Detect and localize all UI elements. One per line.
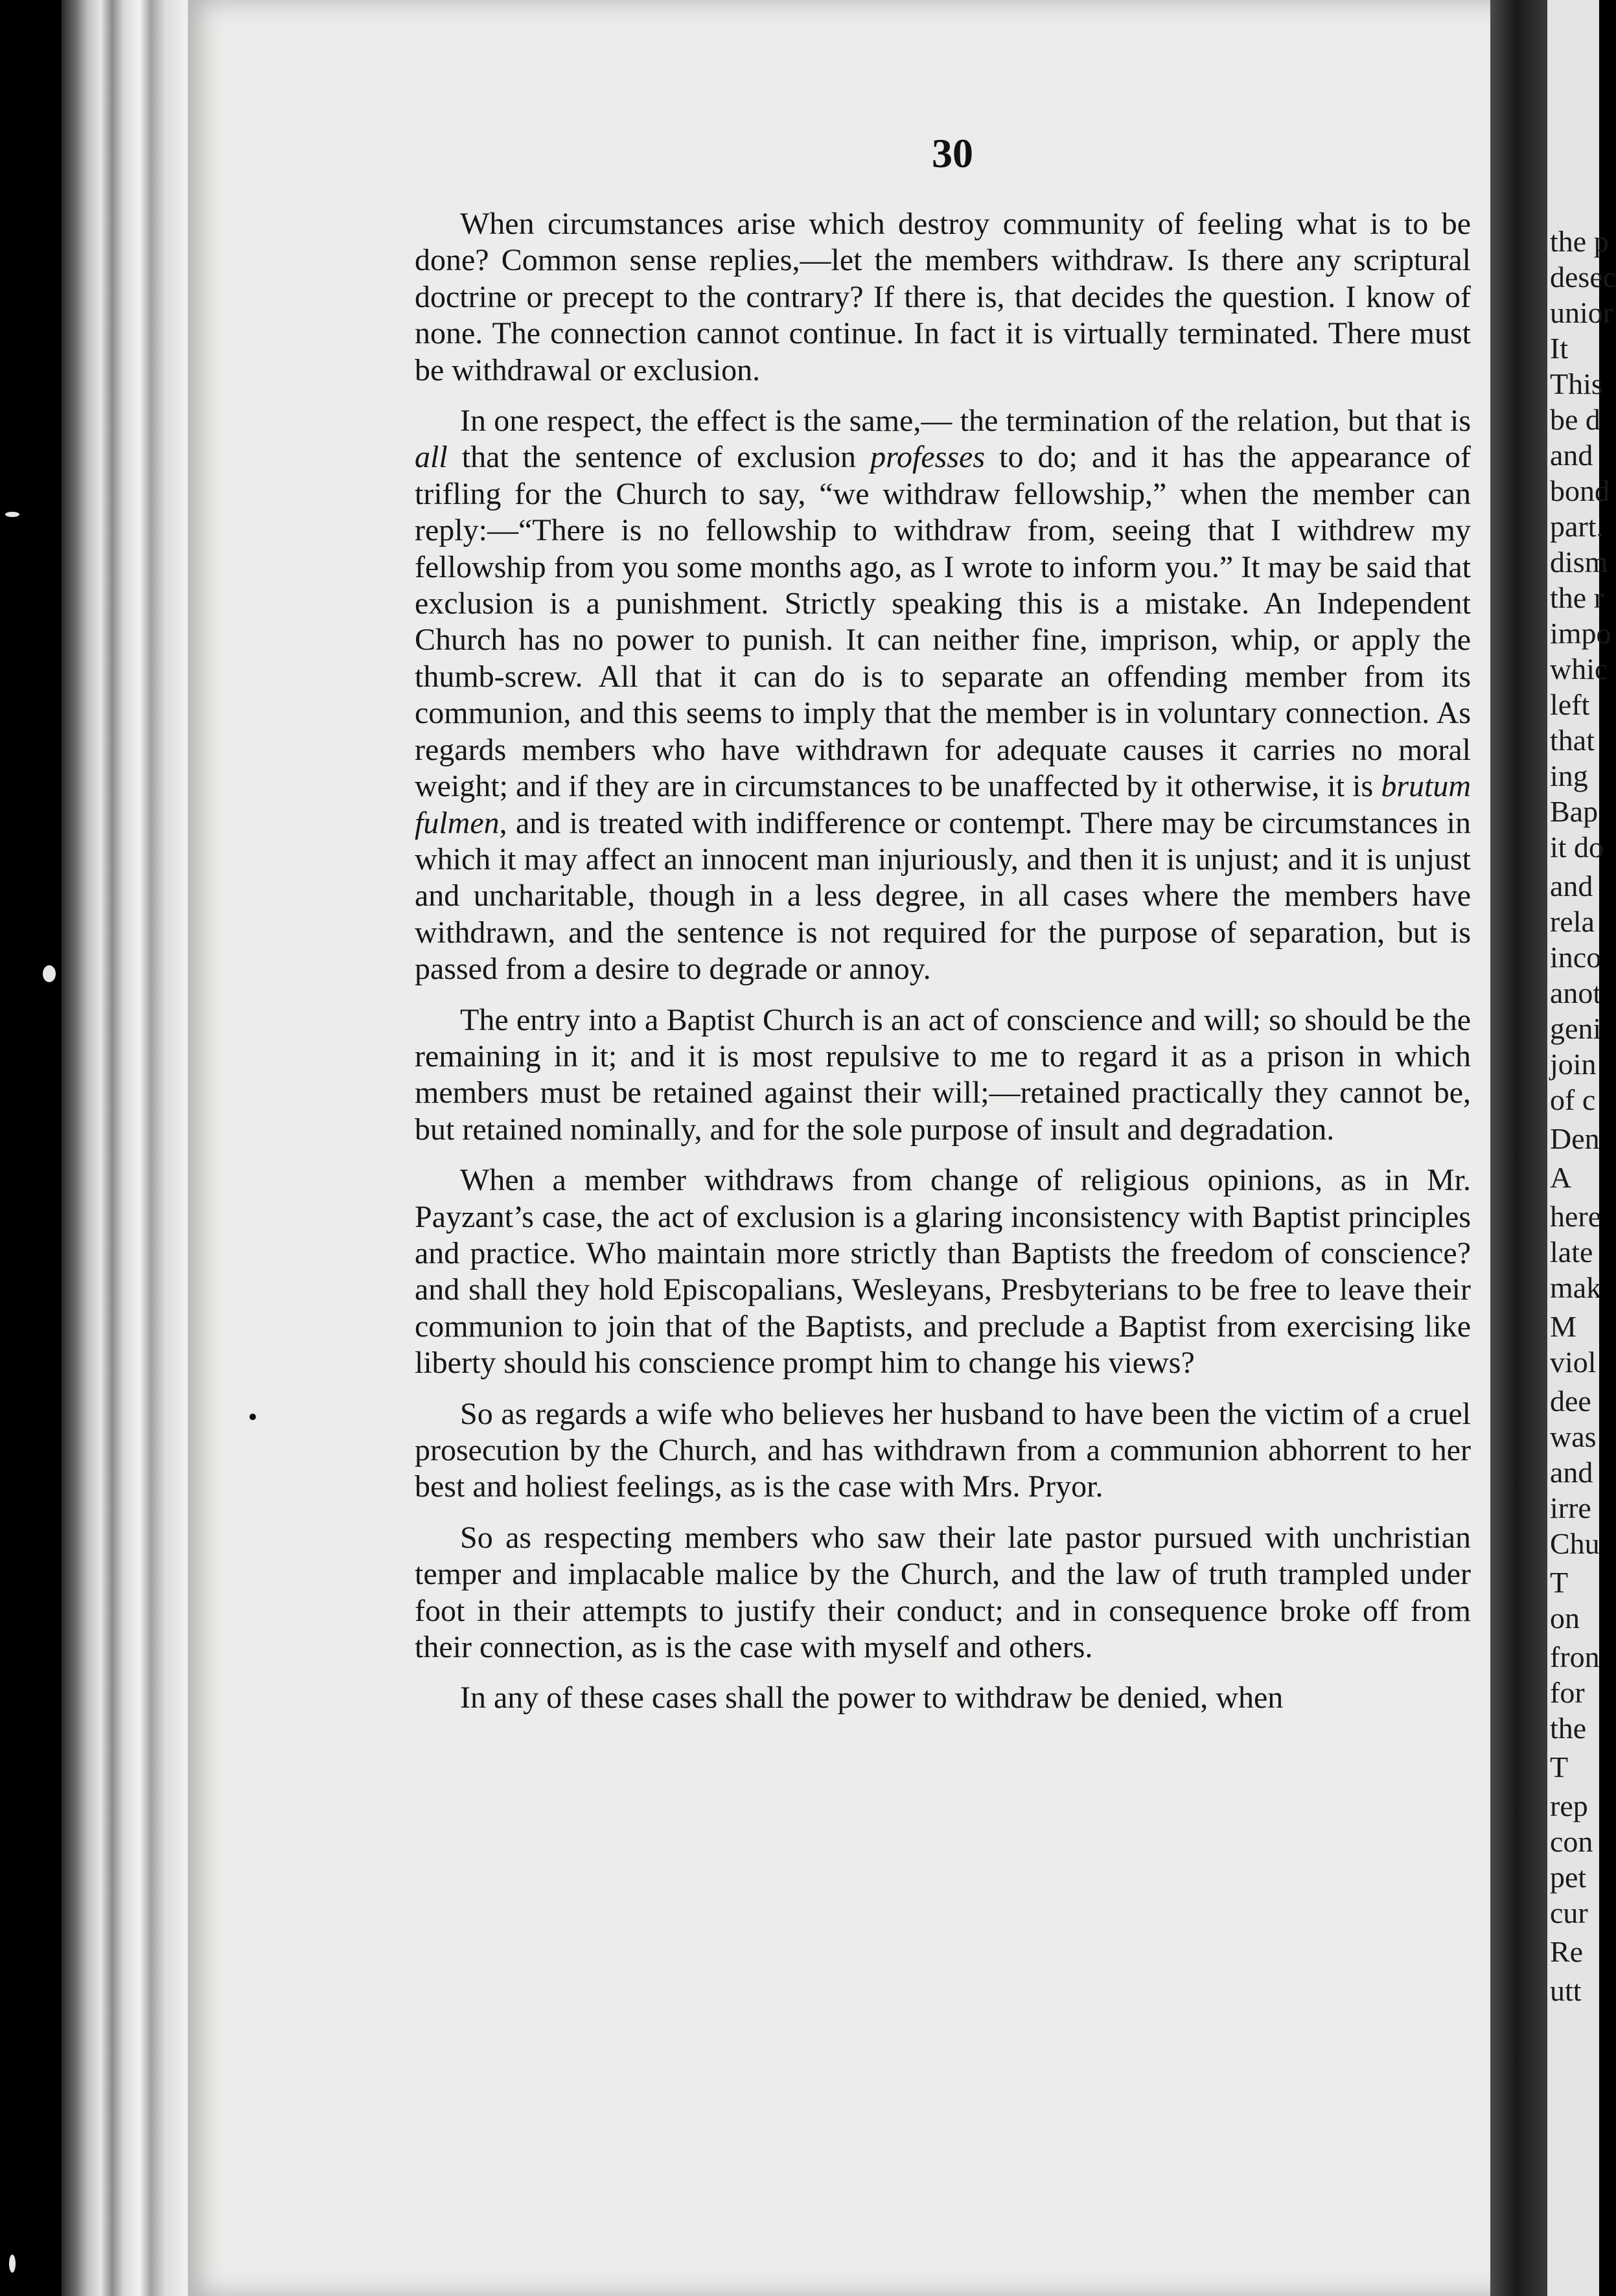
- facing-page-fragment: bond: [1550, 474, 1610, 507]
- facing-page-fragment: irre: [1550, 1491, 1591, 1524]
- facing-page-fragment: dism: [1550, 545, 1608, 579]
- facing-page-fragment: late: [1550, 1235, 1593, 1269]
- facing-page-fragment: geni: [1550, 1012, 1602, 1045]
- facing-page-fragment: Bap: [1550, 795, 1599, 828]
- italic-phrase: professes: [870, 440, 986, 475]
- facing-page-fragment: dee: [1550, 1384, 1591, 1418]
- paragraph: [415, 206, 1471, 389]
- facing-page-fragment: Den: [1550, 1122, 1600, 1155]
- paragraph: [415, 1520, 1471, 1666]
- text-run: When circumstances arise which destroy community of feeling what is to be done? Common sense replies,—let the members withdraw. Is there any scriptural doctrine or precept to the contrary? If there is, that decides the question. I know of none. The connection cannot continue. In fact it is virtually terminated. There must be withdrawal or exclusion.: [415, 207, 1471, 387]
- facing-page-fragment: the r: [1550, 581, 1604, 614]
- facing-page-fragment: impo: [1550, 617, 1611, 650]
- facing-page-fragment: rep: [1550, 1789, 1588, 1822]
- text-run: In one respect, the effect is the same,— the termination of the relation, but that is: [460, 404, 1471, 439]
- facing-page-fragment: T: [1550, 1566, 1569, 1599]
- paragraph: [415, 1396, 1471, 1506]
- facing-page-fragment: ing: [1550, 759, 1588, 792]
- scan-speck: [9, 2255, 16, 2273]
- paragraph: [415, 1002, 1471, 1149]
- facing-page-fragment: unior: [1550, 296, 1613, 329]
- text-run: So as respecting members who saw their late pastor pursued with unchristian temper and implacable malice by the Church, and the law of truth trampled under foot in their attempts to justify their conduct; and in consequence broke off from their connection, as is the case with myself and others.: [415, 1520, 1471, 1665]
- facing-page-fragment: desec: [1550, 260, 1616, 293]
- italic-phrase: brutum fulmen: [415, 769, 1471, 840]
- facing-page-fragment: con: [1550, 1825, 1593, 1858]
- facing-page-fragment: left: [1550, 688, 1590, 721]
- facing-page-fragment: of c: [1550, 1083, 1596, 1116]
- facing-page-fragment: the: [1550, 1712, 1587, 1745]
- text-run: So as regards a wife who believes her husband to have been the victim of a cruel prosecution by the Church, and has withdrawn from a communion abhorrent to her best and holiest feelings, as is the case with Mrs. Pryor.: [415, 1396, 1471, 1504]
- body-text: [415, 206, 1471, 1731]
- text-run: to do; and it has the appearance of trifling for the Church to say, “we withdraw fellowship,” when the member can reply:—“There is no fellowship to withdraw from, seeing that I withdrew my fellowship from you some months ago, as I wrote to inform you.” It may be said that exclusion is a punishment. Strictly speaking this is a mistake. An Independent Church has no power to punish. It can neither fine, imprison, whip, or apply the thumb-screw. All that it can do is to separate an offending member from its communion, and this seems to imply that the member is in voluntary connection. As regards members who have withdrawn for adequate causes it carries no moral weight; and if they are in circumstances to be unaffected by it otherwise, it is: [415, 440, 1471, 804]
- italic-phrase: all: [415, 440, 448, 475]
- facing-page-fragment: It: [1550, 332, 1569, 365]
- facing-page-fragment: viol: [1550, 1346, 1597, 1379]
- page-edge-stack: [62, 0, 204, 2296]
- facing-page-fragment: that: [1550, 724, 1595, 757]
- book-gutter: [1490, 0, 1547, 2296]
- facing-page-fragment: here: [1550, 1200, 1602, 1233]
- facing-page-fragment: T: [1550, 1751, 1569, 1784]
- facing-page-fragment: for: [1550, 1676, 1585, 1709]
- facing-page-fragment: whic: [1550, 652, 1608, 685]
- paragraph: [415, 1162, 1471, 1381]
- facing-page-fragment: the p: [1550, 225, 1609, 258]
- facing-page-fragment: A: [1550, 1161, 1572, 1194]
- facing-page-fragment: This: [1550, 367, 1603, 400]
- facing-page-fragment: mak: [1550, 1271, 1602, 1304]
- facing-page-fragment: and: [1550, 1456, 1593, 1489]
- facing-page-fragment: and: [1550, 439, 1593, 472]
- facing-page-fragment: join: [1550, 1048, 1597, 1081]
- facing-page-fragment: utt: [1550, 1974, 1582, 2007]
- paragraph: [415, 403, 1471, 988]
- text-run: , and is treated with indifference or contempt. There may be circumstances in which it may affect an innocent man injuriously, and then it is unjust; and it is unjust and uncharitable, though in a less degree, in all cases where the members have withdrawn, and the sentence is not required for the purpose of separation, but is passed from a desire to degrade or annoy.: [415, 805, 1471, 987]
- scan-speck: [43, 965, 56, 982]
- paragraph: [415, 1680, 1471, 1716]
- facing-page-fragment: Re: [1550, 1935, 1584, 1968]
- facing-page-fragment: M: [1550, 1310, 1576, 1343]
- scan-speck: [5, 512, 19, 517]
- scan-speck: [249, 1414, 256, 1420]
- facing-page-fragment: and: [1550, 869, 1593, 902]
- facing-page-strip: [1547, 0, 1616, 2296]
- facing-page-fragment: Chu: [1550, 1527, 1600, 1560]
- facing-page-fragment: part.: [1550, 510, 1604, 543]
- facing-page-fragment: anot: [1550, 976, 1602, 1009]
- facing-page-fragment: it do: [1550, 831, 1604, 864]
- page-number: 30: [932, 130, 973, 176]
- facing-page-fragment: be d: [1550, 403, 1600, 436]
- facing-page-fragment: was: [1550, 1420, 1597, 1453]
- text-run: When a member withdraws from change of religious opinions, as in Mr. Payzant’s case, the act of exclusion is a glaring inconsistency with Baptist principles and practice. Who maintain more strictly than Baptists the freedom of conscience? and shall they hold Episcopalians, Wesleyans, Presbyterians to be free to leave their communion to join that of the Baptists, and preclude a Baptist from exercising like liberty should his conscience prompt him to change his views?: [415, 1163, 1471, 1381]
- facing-page-fragment: on: [1550, 1601, 1580, 1635]
- text-run: that the sentence of exclusion: [447, 440, 871, 475]
- facing-page-fragment: fron: [1550, 1640, 1600, 1673]
- text-run: In any of these cases shall the power to withdraw be denied, when: [460, 1681, 1284, 1716]
- text-run: The entry into a Baptist Church is an act of conscience and will; so should be the remaining in it; and it is most repulsive to me to regard it as a prison in which members must be retained against their will;—retained practically they cannot be, but retained nominally, and for the sole purpose of insult and degradation.: [415, 1002, 1471, 1147]
- facing-page-fragment: inco: [1550, 941, 1602, 974]
- facing-page-fragment: rela: [1550, 905, 1595, 938]
- facing-page-fragment: cur: [1550, 1896, 1588, 1929]
- facing-page-fragment: pet: [1550, 1861, 1587, 1894]
